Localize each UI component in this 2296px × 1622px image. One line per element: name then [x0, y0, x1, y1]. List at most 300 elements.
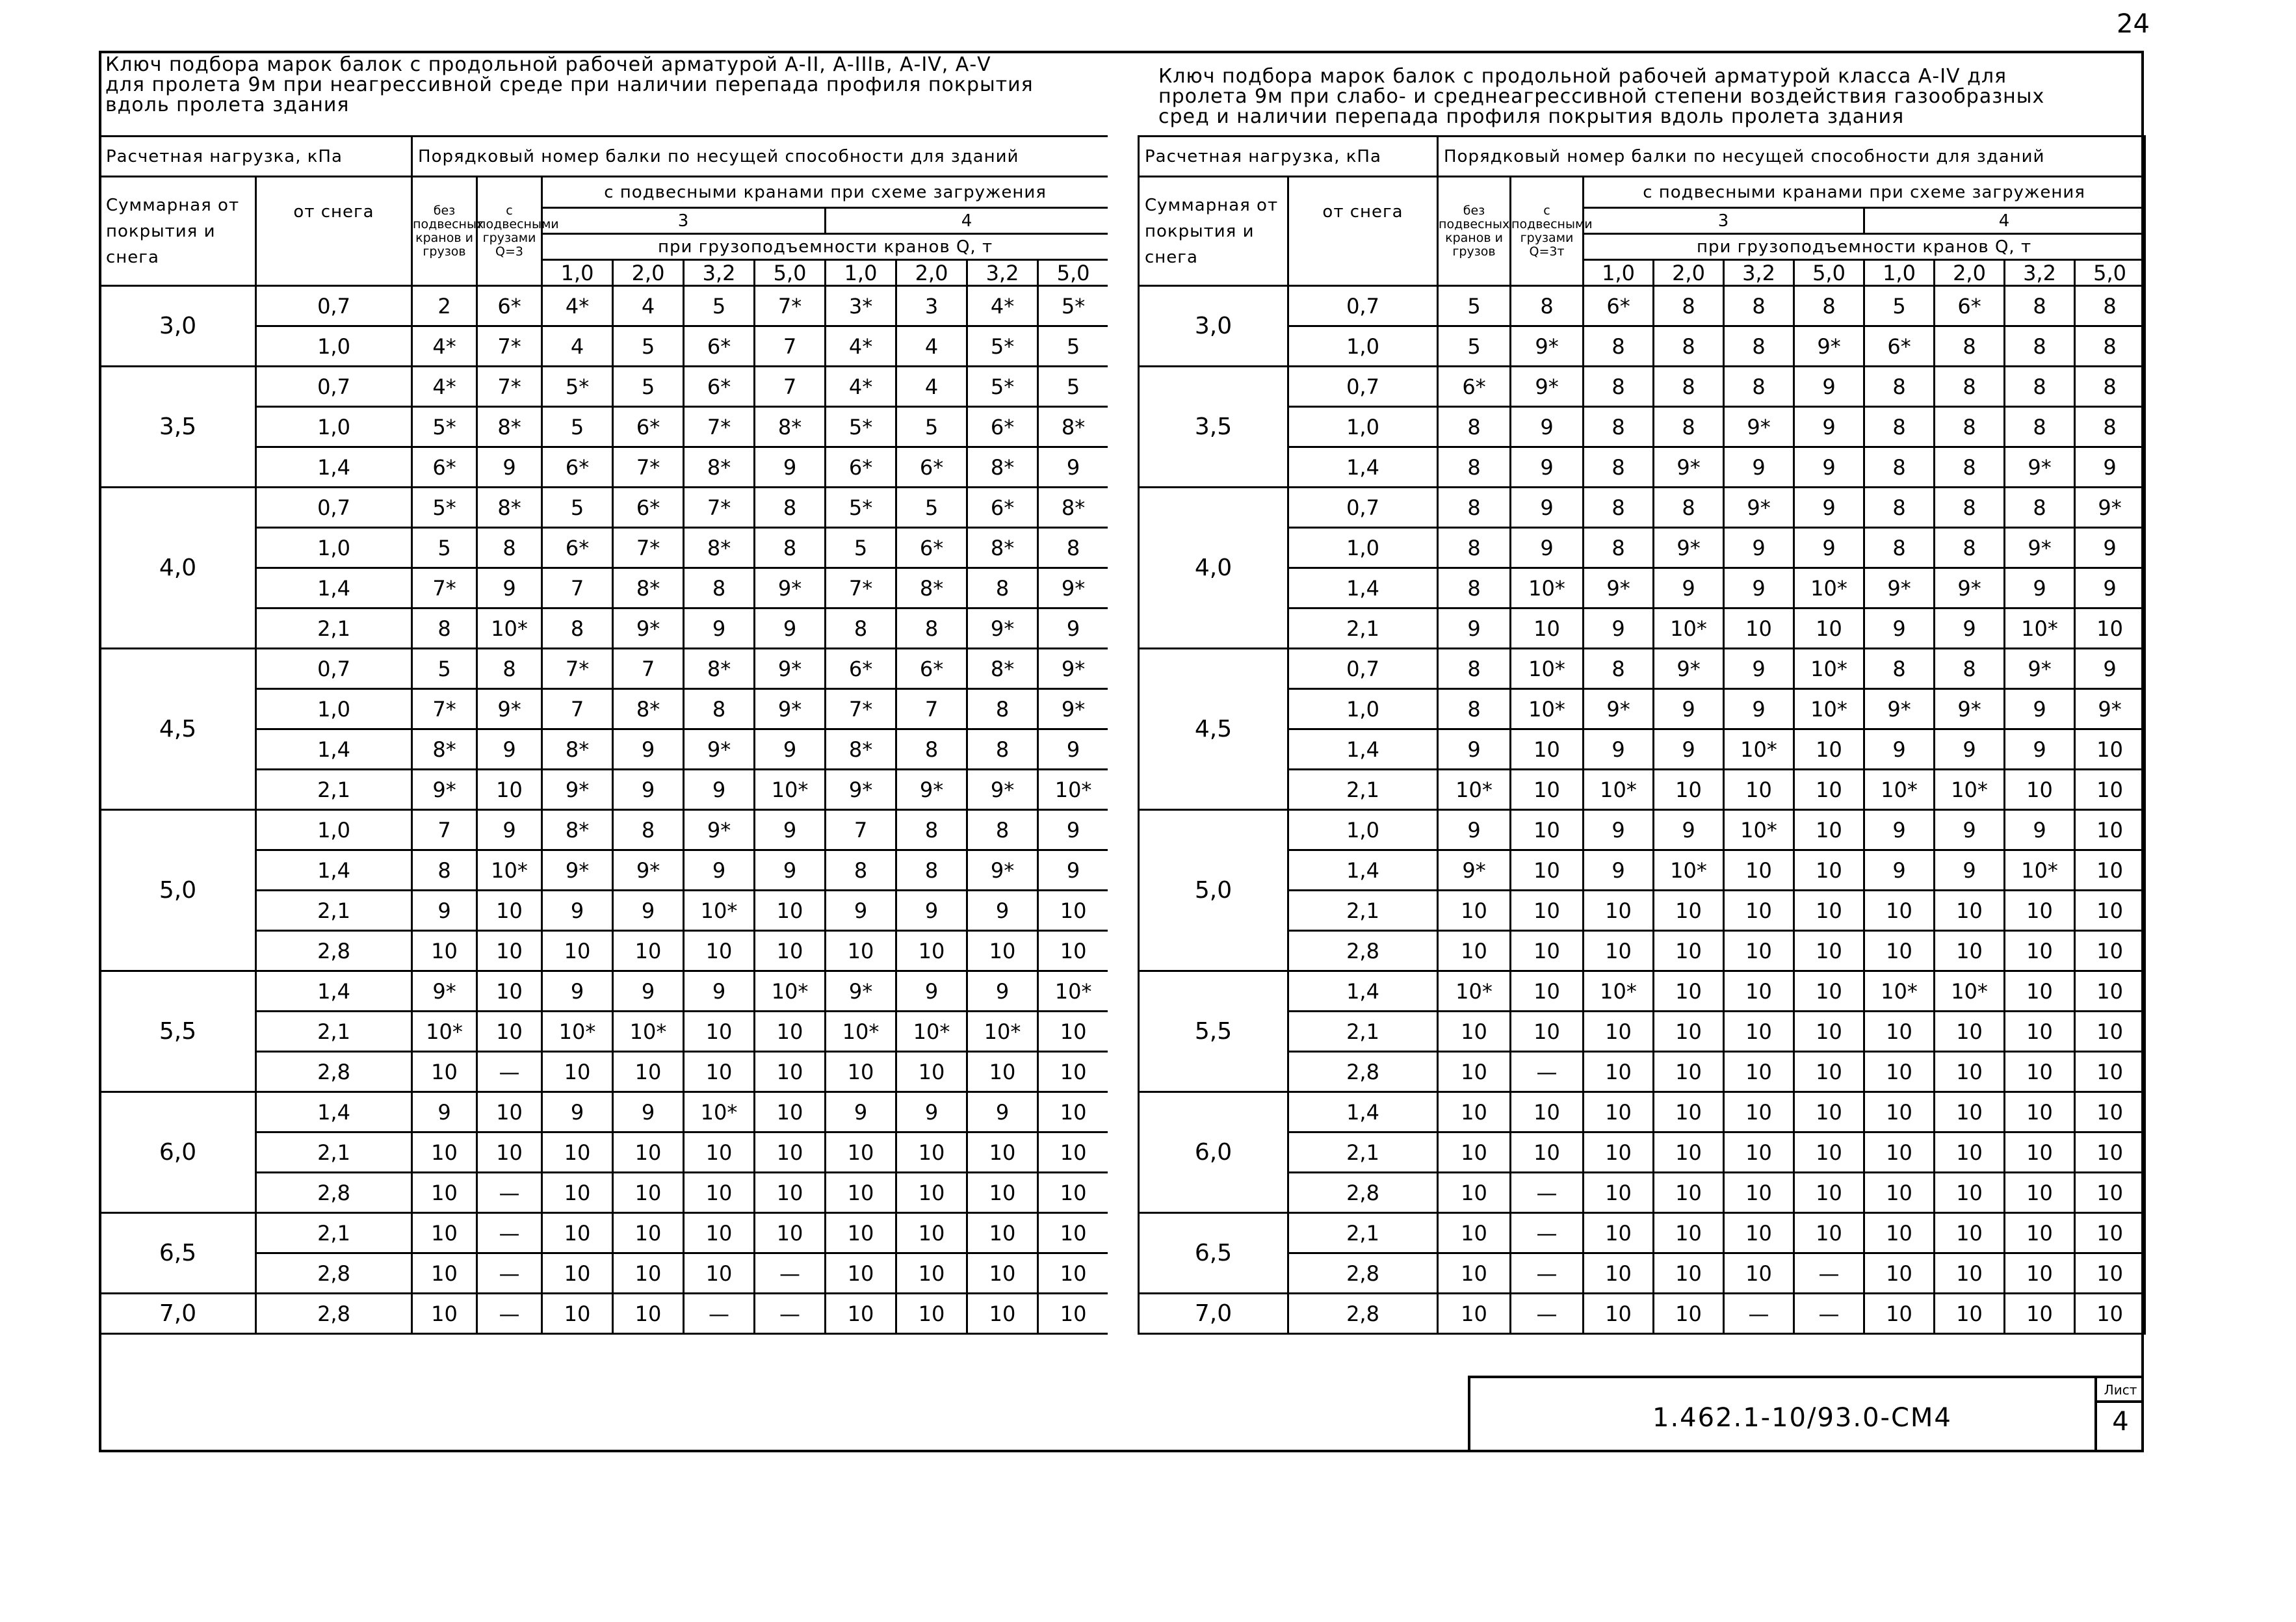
load-header: Расчетная нагрузка, кПа	[1139, 137, 1438, 177]
beam-number-cell: 10*	[613, 1012, 684, 1052]
beam-number-cell: —	[477, 1052, 542, 1092]
beam-number-cell: 9	[967, 1092, 1038, 1132]
sum-load-cell: 5,0	[1139, 810, 1288, 971]
beam-number-cell: 10	[1654, 1132, 1724, 1173]
beam-number-cell: 10	[684, 1012, 755, 1052]
beam-number-cell: 7	[826, 810, 896, 850]
beam-number-cell: 10	[2075, 729, 2145, 770]
snow-load-cell: 1,0	[1288, 326, 1438, 367]
beam-number-cell: 10	[1935, 1253, 2005, 1294]
beam-number-cell: 8	[1654, 407, 1724, 447]
capacity-value: 5,0	[2075, 260, 2145, 286]
beam-number-cell: 10*	[1511, 649, 1584, 689]
beam-number-cell: 8	[477, 649, 542, 689]
beam-number-cell: 8	[1864, 407, 1935, 447]
beam-number-cell: 10*	[1584, 770, 1654, 810]
beam-number-cell: 9	[755, 850, 826, 891]
beam-number-cell: 10	[412, 931, 477, 971]
beam-number-cell: 9	[412, 1092, 477, 1132]
snow-load-cell: 1,0	[256, 528, 412, 568]
beam-number-cell: 8*	[967, 649, 1038, 689]
beam-number-cell: 9	[1724, 689, 1794, 729]
beam-number-cell: 10	[755, 1052, 826, 1092]
beam-number-cell: 8*	[684, 447, 755, 488]
capacity-value: 3,2	[1724, 260, 1794, 286]
beam-number-cell: —	[477, 1294, 542, 1334]
beam-number-cell: 5*	[542, 367, 613, 407]
beam-number-cell: 10	[613, 1052, 684, 1092]
beam-number-cell: 10	[1794, 1092, 1864, 1132]
snow-load-cell: 1,4	[1288, 729, 1438, 770]
beam-number-cell: 9*	[755, 689, 826, 729]
beam-number-cell: 6*	[477, 286, 542, 326]
sum-load-cell: 4,5	[100, 649, 256, 810]
beam-number-cell: 10	[896, 1294, 967, 1334]
table-row	[100, 810, 1109, 850]
beam-number-cell: 10	[1724, 1173, 1794, 1213]
document-code: 1.462.1-10/93.0-СМ4	[1652, 1403, 1952, 1433]
beam-number-cell: 10	[2075, 810, 2145, 850]
beam-number-cell: 10	[1935, 1294, 2005, 1334]
beam-number-cell: 6*	[684, 326, 755, 367]
beam-number-cell: 8	[684, 689, 755, 729]
beam-number-cell: 5	[412, 528, 477, 568]
beam-number-cell: 10	[1794, 1132, 1864, 1173]
snow-load-cell: 1,4	[256, 729, 412, 770]
beam-number-cell: 8	[1935, 367, 2005, 407]
beam-number-cell: 8*	[967, 447, 1038, 488]
beam-number-cell: 10	[1511, 770, 1584, 810]
beam-number-cell: 10	[755, 1092, 826, 1132]
beam-number-cell: 8	[2005, 488, 2075, 528]
table-row	[1139, 1173, 2145, 1213]
beam-number-cell: 8*	[477, 488, 542, 528]
beam-number-cell: 8	[1654, 286, 1724, 326]
hoist-header: с подвесными грузами Q=3т	[1511, 177, 1584, 286]
table-row	[100, 971, 1109, 1012]
beam-number-cell: 10*	[412, 1012, 477, 1052]
snow-load-cell: 2,1	[256, 608, 412, 649]
capacity-value: 5,0	[1794, 260, 1864, 286]
beam-number-cell: 5*	[826, 488, 896, 528]
beam-number-cell: 10	[477, 1092, 542, 1132]
beam-number-cell: 10	[2075, 850, 2145, 891]
beam-number-cell: 10	[755, 1132, 826, 1173]
snow-load-cell: 1,4	[1288, 1092, 1438, 1132]
snow-load-cell: 2,1	[1288, 770, 1438, 810]
beam-number-cell: 9	[1511, 528, 1584, 568]
order-header: Порядковый номер балки по несущей способности для зданий	[1438, 137, 2145, 177]
beam-number-cell: 10*	[1724, 729, 1794, 770]
beam-number-cell: —	[1724, 1294, 1794, 1334]
snow-load-cell: 1,0	[256, 689, 412, 729]
beam-number-cell: 10	[826, 1253, 896, 1294]
snow-load-cell: 2,8	[256, 1052, 412, 1092]
table-row	[1139, 326, 2145, 367]
table-row	[1139, 891, 2145, 931]
beam-number-cell: 10	[412, 1173, 477, 1213]
beam-number-cell: 10	[755, 891, 826, 931]
beam-number-cell: 10	[542, 931, 613, 971]
beam-number-cell: 10	[412, 1213, 477, 1253]
beam-number-cell: 10	[2005, 931, 2075, 971]
beam-number-cell: 9	[755, 447, 826, 488]
beam-number-cell: 8	[1724, 367, 1794, 407]
table-row	[1139, 488, 2145, 528]
table-row	[1139, 1213, 2145, 1253]
beam-number-cell: 10	[1724, 1213, 1794, 1253]
table-row	[100, 1213, 1109, 1253]
beam-number-cell: 8	[896, 729, 967, 770]
beam-number-cell: 9	[1038, 608, 1109, 649]
beam-number-cell: 9*	[412, 770, 477, 810]
snow-load-cell: 2,8	[1288, 1173, 1438, 1213]
beam-number-cell: 10	[1438, 1173, 1511, 1213]
capacity-value: 3,2	[2005, 260, 2075, 286]
beam-number-cell: 9*	[1038, 689, 1109, 729]
beam-number-cell: 8	[2075, 407, 2145, 447]
sum-load-cell: 5,5	[100, 971, 256, 1092]
beam-number-cell: 10	[684, 1052, 755, 1092]
beam-number-cell: 10	[1584, 1132, 1654, 1173]
beam-number-cell: 10	[1038, 1294, 1109, 1334]
sum-header: Суммарная от покрытия и снега	[100, 177, 256, 286]
capacity-value: 2,0	[613, 260, 684, 286]
beam-number-cell: 9	[1794, 528, 1864, 568]
beam-number-cell: 8	[2075, 286, 2145, 326]
beam-number-cell: 10	[1654, 1173, 1724, 1213]
beam-number-cell: 10	[1935, 1173, 2005, 1213]
beam-number-cell: 10*	[684, 1092, 755, 1132]
beam-number-cell: 8	[967, 729, 1038, 770]
snow-load-cell: 1,0	[256, 326, 412, 367]
beam-number-cell: 10	[1438, 931, 1511, 971]
beam-number-cell: 8	[1935, 488, 2005, 528]
cranes-header: с подвесными кранами при схеме загружения	[1584, 177, 2145, 208]
sum-load-cell: 6,0	[100, 1092, 256, 1213]
snow-load-cell: 1,4	[1288, 568, 1438, 608]
beam-number-cell: 10	[1724, 850, 1794, 891]
beam-number-cell: 9	[826, 891, 896, 931]
beam-number-cell: 9*	[1724, 407, 1794, 447]
snow-load-cell: 1,0	[1288, 407, 1438, 447]
beam-number-cell: 6*	[1864, 326, 1935, 367]
beam-number-cell: 9	[1864, 608, 1935, 649]
beam-number-cell: 4*	[967, 286, 1038, 326]
beam-number-cell: 4*	[826, 326, 896, 367]
beam-number-cell: 9*	[2005, 649, 2075, 689]
beam-number-cell: 10	[896, 1052, 967, 1092]
beam-number-cell: 8	[2075, 367, 2145, 407]
beam-number-cell: 10	[1724, 1132, 1794, 1173]
table-row	[1139, 649, 2145, 689]
table-row	[1139, 1132, 2145, 1173]
beam-number-cell: 9*	[2075, 488, 2145, 528]
snow-load-cell: 0,7	[256, 649, 412, 689]
beam-number-cell: 10	[412, 1132, 477, 1173]
beam-number-cell: 10	[967, 1294, 1038, 1334]
beam-number-cell: 8	[1864, 367, 1935, 407]
beam-number-cell: 9	[896, 1092, 967, 1132]
sum-load-cell: 5,0	[100, 810, 256, 971]
beam-number-cell: 9	[1654, 729, 1724, 770]
beam-number-cell: 10	[1935, 1213, 2005, 1253]
beam-number-cell: 7*	[412, 689, 477, 729]
beam-number-cell: 10	[1584, 1253, 1654, 1294]
beam-number-cell: 7	[542, 568, 613, 608]
beam-number-cell: 9	[1935, 608, 2005, 649]
beam-number-cell: 10	[2075, 1052, 2145, 1092]
snow-load-cell: 1,0	[1288, 810, 1438, 850]
beam-number-cell: 10	[477, 971, 542, 1012]
beam-number-cell: 10	[1724, 608, 1794, 649]
beam-number-cell: 10	[2005, 1012, 2075, 1052]
beam-number-cell: 8*	[826, 729, 896, 770]
beam-number-cell: 10	[477, 891, 542, 931]
beam-number-cell: 10	[1654, 1052, 1724, 1092]
beam-number-cell: 10	[1864, 1253, 1935, 1294]
beam-number-cell: 10	[2075, 1012, 2145, 1052]
beam-number-cell: 5	[542, 488, 613, 528]
beam-number-cell: 10	[826, 1132, 896, 1173]
beam-number-cell: 8	[826, 850, 896, 891]
beam-number-cell: 5	[1438, 286, 1511, 326]
beam-number-cell: 10	[1724, 1012, 1794, 1052]
beam-number-cell: 8	[1584, 407, 1654, 447]
beam-number-cell: 10*	[826, 1012, 896, 1052]
beam-number-cell: 8	[1584, 488, 1654, 528]
beam-number-cell: 10	[1438, 1092, 1511, 1132]
beam-number-cell: 10	[967, 1213, 1038, 1253]
scheme-3: 3	[542, 208, 826, 234]
beam-number-cell: 10	[1511, 971, 1584, 1012]
beam-number-cell: 5*	[967, 326, 1038, 367]
beam-number-cell: 10	[613, 1213, 684, 1253]
beam-number-cell: 9	[1584, 608, 1654, 649]
beam-number-cell: 9*	[412, 971, 477, 1012]
capacity-value: 5,0	[755, 260, 826, 286]
beam-number-cell: 5*	[967, 367, 1038, 407]
beam-number-cell: 8	[1654, 488, 1724, 528]
table-row	[1139, 1052, 2145, 1092]
beam-number-cell: 8	[1864, 649, 1935, 689]
beam-number-cell: 10	[1438, 1253, 1511, 1294]
beam-number-cell: 7	[542, 689, 613, 729]
beam-number-cell: 10	[1584, 1012, 1654, 1052]
sheet-box	[2094, 1378, 2144, 1452]
table-row	[1139, 568, 2145, 608]
beam-number-cell: 10	[542, 1213, 613, 1253]
beam-number-cell: 10*	[1654, 850, 1724, 891]
table-row	[1139, 729, 2145, 770]
beam-number-cell: 10	[684, 1253, 755, 1294]
beam-number-cell: 10	[896, 931, 967, 971]
sum-load-cell: 7,0	[1139, 1294, 1288, 1334]
beam-number-cell: 8	[1794, 286, 1864, 326]
beam-number-cell: —	[755, 1253, 826, 1294]
beam-number-cell: 7*	[826, 689, 896, 729]
right-table-body	[1139, 286, 2145, 1334]
beam-number-cell: 6*	[1438, 367, 1511, 407]
scheme-4: 4	[826, 208, 1109, 234]
beam-number-cell: 9*	[1654, 649, 1724, 689]
beam-number-cell: 8	[2075, 326, 2145, 367]
sum-load-cell: 3,0	[1139, 286, 1288, 367]
snow-load-cell: 1,4	[256, 850, 412, 891]
beam-number-cell: 9	[2075, 649, 2145, 689]
table-row	[1139, 971, 2145, 1012]
beam-number-cell: 8	[755, 528, 826, 568]
sum-load-cell: 5,5	[1139, 971, 1288, 1092]
snow-load-cell: 1,0	[256, 810, 412, 850]
beam-number-cell: 8	[2005, 286, 2075, 326]
beam-number-cell: 2	[412, 286, 477, 326]
beam-number-cell: 10	[412, 1294, 477, 1334]
beam-number-cell: 9*	[1654, 528, 1724, 568]
capacity-value: 2,0	[1935, 260, 2005, 286]
beam-number-cell: 9	[2005, 810, 2075, 850]
sum-load-cell: 6,5	[100, 1213, 256, 1294]
beam-number-cell: 10	[2005, 1092, 2075, 1132]
beam-number-cell: 8	[896, 608, 967, 649]
beam-number-cell: 9	[1654, 810, 1724, 850]
beam-number-cell: 8	[1935, 649, 2005, 689]
beam-number-cell: 8	[1438, 488, 1511, 528]
beam-number-cell: 8	[896, 810, 967, 850]
beam-number-cell: 10	[1584, 1092, 1654, 1132]
beam-number-cell: 7*	[412, 568, 477, 608]
beam-number-cell: 10	[412, 1052, 477, 1092]
beam-number-cell: 7	[896, 689, 967, 729]
order-header: Порядковый номер балки по несущей способности для зданий	[412, 137, 1109, 177]
table-row	[1139, 447, 2145, 488]
beam-number-cell: 10	[1724, 770, 1794, 810]
beam-number-cell: 7*	[477, 367, 542, 407]
beam-number-cell: 9*	[1038, 649, 1109, 689]
beam-number-cell: 8	[1935, 447, 2005, 488]
beam-number-cell: 10	[1724, 971, 1794, 1012]
beam-number-cell: 10*	[477, 608, 542, 649]
beam-number-cell: 8	[755, 488, 826, 528]
beam-number-cell: 9	[1654, 689, 1724, 729]
beam-number-cell: 6*	[967, 488, 1038, 528]
beam-number-cell: 10	[1864, 1012, 1935, 1052]
beam-number-cell: 9	[826, 1092, 896, 1132]
beam-number-cell: 8	[1654, 326, 1724, 367]
beam-number-cell: 10	[1654, 1294, 1724, 1334]
beam-number-cell: 10	[1438, 891, 1511, 931]
beam-number-cell: 4*	[412, 367, 477, 407]
beam-number-cell: 9	[412, 891, 477, 931]
beam-number-cell: 8	[613, 810, 684, 850]
beam-number-cell: 10	[896, 1213, 967, 1253]
beam-number-cell: 10	[542, 1132, 613, 1173]
beam-number-cell: 10	[826, 1294, 896, 1334]
beam-number-cell: 8	[1438, 689, 1511, 729]
beam-number-cell: 10	[1935, 931, 2005, 971]
scheme-3: 3	[1584, 208, 1864, 234]
capacity-value: 1,0	[826, 260, 896, 286]
beam-number-cell: 9	[613, 770, 684, 810]
beam-number-cell: 9	[1511, 488, 1584, 528]
beam-number-cell: 7	[755, 367, 826, 407]
beam-number-cell: 5	[896, 488, 967, 528]
beam-number-cell: —	[477, 1253, 542, 1294]
beam-number-cell: 4	[896, 367, 967, 407]
beam-number-cell: 10	[477, 1012, 542, 1052]
snow-load-cell: 0,7	[256, 286, 412, 326]
beam-number-cell: 9*	[684, 810, 755, 850]
snow-load-cell: 0,7	[1288, 649, 1438, 689]
beam-number-cell: 5	[542, 407, 613, 447]
beam-number-cell: 3*	[826, 286, 896, 326]
beam-number-cell: 10*	[1038, 770, 1109, 810]
beam-number-cell: 10	[1584, 1213, 1654, 1253]
snow-load-cell: 0,7	[1288, 286, 1438, 326]
beam-number-cell: 10	[826, 1173, 896, 1213]
beam-number-cell: 10	[1794, 1052, 1864, 1092]
beam-number-cell: 9	[967, 891, 1038, 931]
beam-number-cell: 9*	[1935, 689, 2005, 729]
beam-number-cell: 10*	[755, 770, 826, 810]
snow-load-cell: 1,4	[1288, 971, 1438, 1012]
beam-number-cell: 5*	[412, 407, 477, 447]
sum-load-cell: 3,0	[100, 286, 256, 367]
beam-number-cell: 9	[1794, 447, 1864, 488]
beam-number-cell: 8	[412, 850, 477, 891]
beam-number-cell: 10	[1038, 1132, 1109, 1173]
beam-number-cell: 10	[2005, 1294, 2075, 1334]
snow-load-cell: 1,0	[1288, 689, 1438, 729]
beam-number-cell: 5	[1038, 326, 1109, 367]
beam-number-cell: 9*	[1864, 689, 1935, 729]
beam-number-cell: 10	[684, 1213, 755, 1253]
beam-number-cell: 9	[1724, 447, 1794, 488]
beam-number-cell: 9	[542, 891, 613, 931]
beam-number-cell: 9*	[826, 971, 896, 1012]
beam-number-cell: 10*	[1438, 971, 1511, 1012]
beam-number-cell: 10	[1794, 729, 1864, 770]
beam-number-cell: 10	[1511, 931, 1584, 971]
sheet-label: Лист	[2097, 1378, 2144, 1403]
beam-number-cell: 10	[2075, 1294, 2145, 1334]
beam-number-cell: 8*	[1038, 407, 1109, 447]
beam-number-cell: 10	[2075, 971, 2145, 1012]
beam-number-cell: 8	[1438, 447, 1511, 488]
beam-number-cell: 3	[896, 286, 967, 326]
beam-number-cell: 8*	[896, 568, 967, 608]
beam-number-cell: 5*	[826, 407, 896, 447]
beam-number-cell: 10	[1584, 891, 1654, 931]
beam-number-cell: 9	[1794, 367, 1864, 407]
capacity-value: 2,0	[1654, 260, 1724, 286]
beam-number-cell: 7	[613, 649, 684, 689]
beam-number-cell: 9	[1038, 447, 1109, 488]
beam-number-cell: 8	[1935, 326, 2005, 367]
beam-number-cell: 5	[1864, 286, 1935, 326]
beam-number-cell: 7	[412, 810, 477, 850]
beam-number-cell: 6*	[826, 649, 896, 689]
sum-load-cell: 6,5	[1139, 1213, 1288, 1294]
beam-number-cell: 10*	[1438, 770, 1511, 810]
beam-number-cell: 9*	[755, 568, 826, 608]
beam-number-cell: 10	[1654, 971, 1724, 1012]
beam-number-cell: 10*	[2005, 850, 2075, 891]
beam-number-cell: 10	[613, 931, 684, 971]
beam-number-cell: 10	[1794, 1213, 1864, 1253]
beam-number-cell: 9	[2005, 568, 2075, 608]
beam-number-cell: 9	[2075, 568, 2145, 608]
